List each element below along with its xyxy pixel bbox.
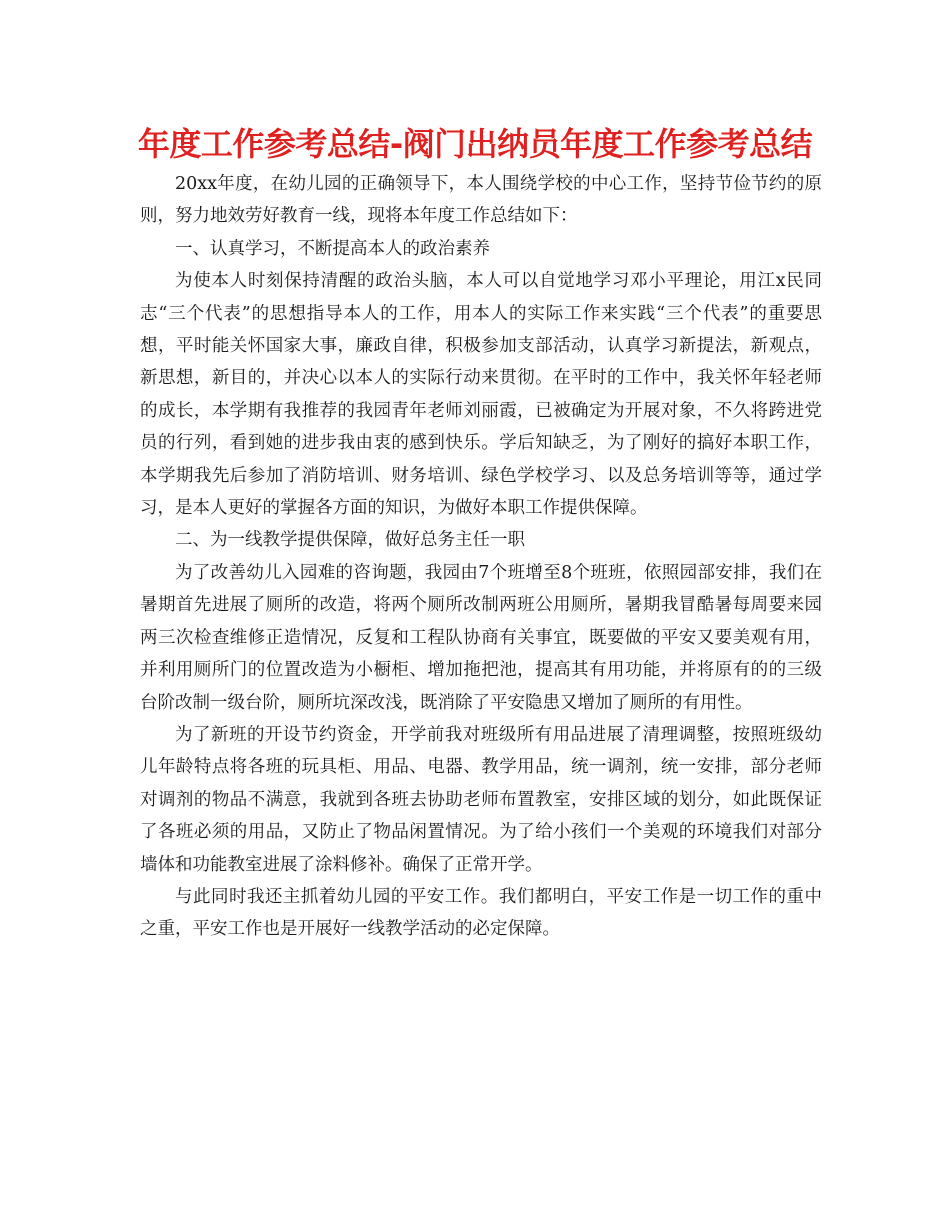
paragraph-intro: 20xx年度，在幼儿园的正确领导下，本人围绕学校的中心工作，坚持节俭节约的原则，努力地效劳好教育一线，现将本年度工作总结如下： <box>140 174 822 227</box>
paragraph-safety: 与此同时我还主抓着幼儿园的平安工作。我们都明白，平安工作是一切工作的重中之重，平安工作也是开展好一线教学活动的必定保障。 <box>140 886 822 940</box>
paragraph-new-class: 为了新班的开设节约资金，开学前我对班级所有用品进展了清理调整，按照班级幼儿年龄特点将各班的玩具柜、用品、电器、教学用品，统一调剂，统一安排，部分老师对调剂的物品不满意，我就到各班去协助老师布置教室，安排区域的划分，如此既保证了各班必须的用品，又防止了物品闲置情况。为了给小孩们一个美观的环境我们对部分墙体和功能教室进展了涂料修补。确保了正常开学。 <box>140 724 822 875</box>
paragraph-renovation: 为了改善幼儿入园难的咨询题，我园由7个班增至8个班班，依照园部安排，我们在暑期首先进展了厕所的改造，将两个厕所改制两班公用厕所，暑期我冒酷暑每周要来园两三次检查维修正造情况，反复和工程队协商有关事宜，既要做的平安又要美观有用，并利用厕所门的位置改造为小橱柜、增加拖把池，提高其有用功能，并将原有的的三级台阶改制一级台阶，厕所坑深改浅，既消除了平安隐患又增加了厕所的有用性。 <box>140 562 822 713</box>
section-heading-1: 一、认真学习，不断提高本人的政治素养 <box>175 238 490 259</box>
section-heading-2: 二、为一线教学提供保障，做好总务主任一职 <box>175 530 525 551</box>
document-body <box>140 168 822 946</box>
document-title: 年度工作参考总结-阀门出纳员年度工作参考总结 <box>137 125 813 163</box>
paragraph-section-1: 为使本人时刻保持清醒的政治头脑，本人可以自觉地学习邓小平理论，用江x民同志“三个代表”的思想指导本人的工作，用本人的实际工作来实践“三个代表”的重要思想，平时能关怀国家大事，廉政自律，积极参加支部活动，认真学习新提法，新观点，新思想，新目的，并决心以本人的实际行动来贯彻。在平时的工作中，我关怀年轻老师的成长，本学期有我推荐的我园青年老师刘丽霞，已被确定为开展对象，不久将跨进党员的行列，看到她的进步我由衷的感到快乐。学后知缺乏，为了刚好的搞好本职工作，本学期我先后参加了消防培训、财务培训、绿色学校学习、以及总务培训等等，通过学习，是本人更好的掌握各方面的知识，为做好本职工作提供保障。 <box>140 271 822 519</box>
